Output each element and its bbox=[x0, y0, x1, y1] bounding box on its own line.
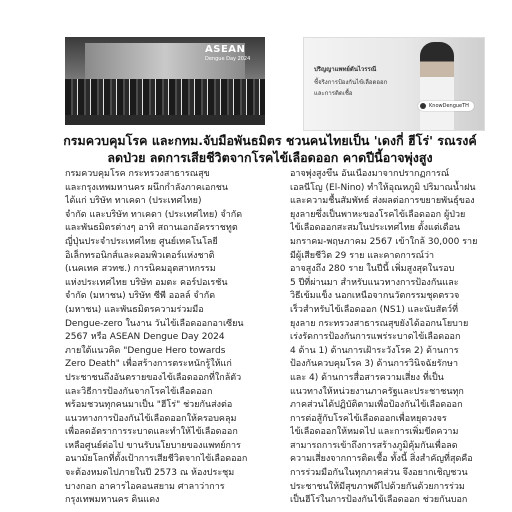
promo-line-1: ปริญญาแพทย์ตันไวรรณี bbox=[314, 66, 377, 73]
promo-portrait bbox=[420, 42, 454, 130]
event-photo bbox=[65, 37, 265, 125]
social-handle-pill bbox=[418, 101, 474, 111]
promo-line-3: และการติดเชื้อ bbox=[314, 90, 353, 97]
promo-line-2: ชี้จริงการป้องกันไข้เลือดออก bbox=[314, 79, 388, 86]
instagram-icon bbox=[420, 103, 426, 109]
article-body-right-column: อาจพุ่งสูงขึ้น อันเนื่องมาจากปรากฏการณ์ เอลนีโญ (El-Nino) ทำให้อุณหภูมิ ปริมาณน้ำฝน และความชื้นสัมพัทธ์ ส่งผลต่อการขยายพันธุ์ของ ยุงลายซึ่งเป็นพาหะของโรคไข้เลือดออก ผู้ป่วย ไข้เลือดออกสะสมในประเทศไทย ตั้งแต่เดือน มกราคม-พฤษภาคม 2567 เข้าใกล้ 30,000 ราย มีผู้เสียชีวิต 29 ราย และคาดการณ์ว่า อาจสูงถึง 280 ราย ในปีนี้ เพิ่มสูงสุดในรอบ 5 ปีที่ผ่านมา สำหรับแนวทางการป้องกันและ วิธีเข้มแข็ง นอกเหนือจากนวัตกรรมชุดตรวจ เร็วสำหรับไข้เลือดออก (NS1) และนับสัตว์ที่ ยุงลาย กระทรวงสาธารณสุขยังได้ออกนโยบาย เร่งรัดการป้องกันการแพร่ระบาดไข้เลือดออก 4 ด้าน 1) ด้านการเฝ้าระวังโรค 2) ด้านการ ป้องกันควบคุมโรค 3) ด้านการวินิจฉัยรักษา และ 4) ด้านการสื่อสารความเสี่ยง ที่เป็น แนวทางให้หน่วยงานภาครัฐและประชาชนทุก ภาคส่วนได้ปฏิบัติตามเพื่อป้องกันไข้เลือดออก การต่อสู้กับโรคไข้เลือดออกเพื่อหยุดวงจร ไข้เลือดออกให้หมดไป และการเพิ่มขีดความ สามารถการเข้าถึงการสร้างภูมิคุ้มกันเพื่อลด ความเสี่ยงจากการติดเชื้อ ทั้งนี้ สิ่งสำคัญที่สุดคือ การร่วมมือกันในทุกภาคส่วน จึงอยากเชิญชวน ประชาชนให้มีสุขภาพดีไปด้วยกันด้วยการร่วม เป็นฮีโร่ในการป้องกันไข้เลือดออก ช่วยกันบอก bbox=[290, 169, 478, 506]
promo-banner bbox=[303, 37, 485, 131]
stage-floor bbox=[65, 115, 265, 125]
article-body-left-column: กรมควบคุมโรค กระทรวงสาธารณสุข และกรุงเทพมหานคร ผนึกกำลังภาคเอกชน ได้แก่ บริษัท ทาเคดา (ประเทศไทย) จำกัด และบริษัท ทาเคดา (ประเทศไทย) จำกัด และพันธมิตรต่างๆ อาทิ สถานเอกอัครราชทูต ญี่ปุ่นประจำประเทศไทย ศูนย์เทคโนโลยี อิเล็กทรอนิกส์และคอมพิวเตอร์แห่งชาติ (เนคเทค สวทช.) การนิคมอุตสาหกรรม แห่งประเทศไทย บริษัท อมตะ คอร์ปอเรชัน จำกัด (มหาชน) บริษัท ซีพี ออลล์ จำกัด (มหาชน) และพันธมิตรความร่วมมือ Dengue-zero ในงาน วันไข้เลือดออกอาเซียน 2567 หรือ ASEAN Dengue Day 2024 ภายใต้แนวคิด "Dengue Hero towards Zero Death" เพื่อสร้างการตระหนักรู้ให้แก่ ประชาชนถึงอันตรายของไข้เลือดออกที่ใกล้ตัว และวิธีการป้องกันจากโรคไข้เลือดออก พร้อมชวนทุกคนมาเป็น "ฮีโร่" ช่วยกันส่งต่อ แนวทางการป้องกันไข้เลือดออกให้ครอบคลุม เพื่อลดอัตราการระบาดและทำให้ไข้เลือดออก เหลือศูนย์ต่อไป ขานรับนโยบายของแพทย์การ อนามัยโลกที่ตั้งเป้าการเสียชีวิตจากไข้เลือดออก จะต้องหมดไปภายในปี 2573 ณ ห้องประชุม บางกอก อาคารไอคอนสยาม ศาลาว่าการ กรุงเทพมหานคร ดินแดง bbox=[65, 169, 248, 506]
article-headline: กรมควบคุมโรค และกทม.จับมือพันธมิตร ชวนคนไทยเป็น 'เดงกี่ ฮีโร่' รณรงค์ลดป่วย ลดการเสียชีวิตจากโรคไข้เลือดออก คาดปีนี้อาจพุ่งสูง bbox=[63, 133, 477, 165]
social-handle-text: KnowDengueTH bbox=[429, 103, 469, 109]
event-banner-title: ASEAN bbox=[205, 44, 246, 55]
event-banner-subtitle: Dengue Day 2024 bbox=[205, 56, 251, 62]
